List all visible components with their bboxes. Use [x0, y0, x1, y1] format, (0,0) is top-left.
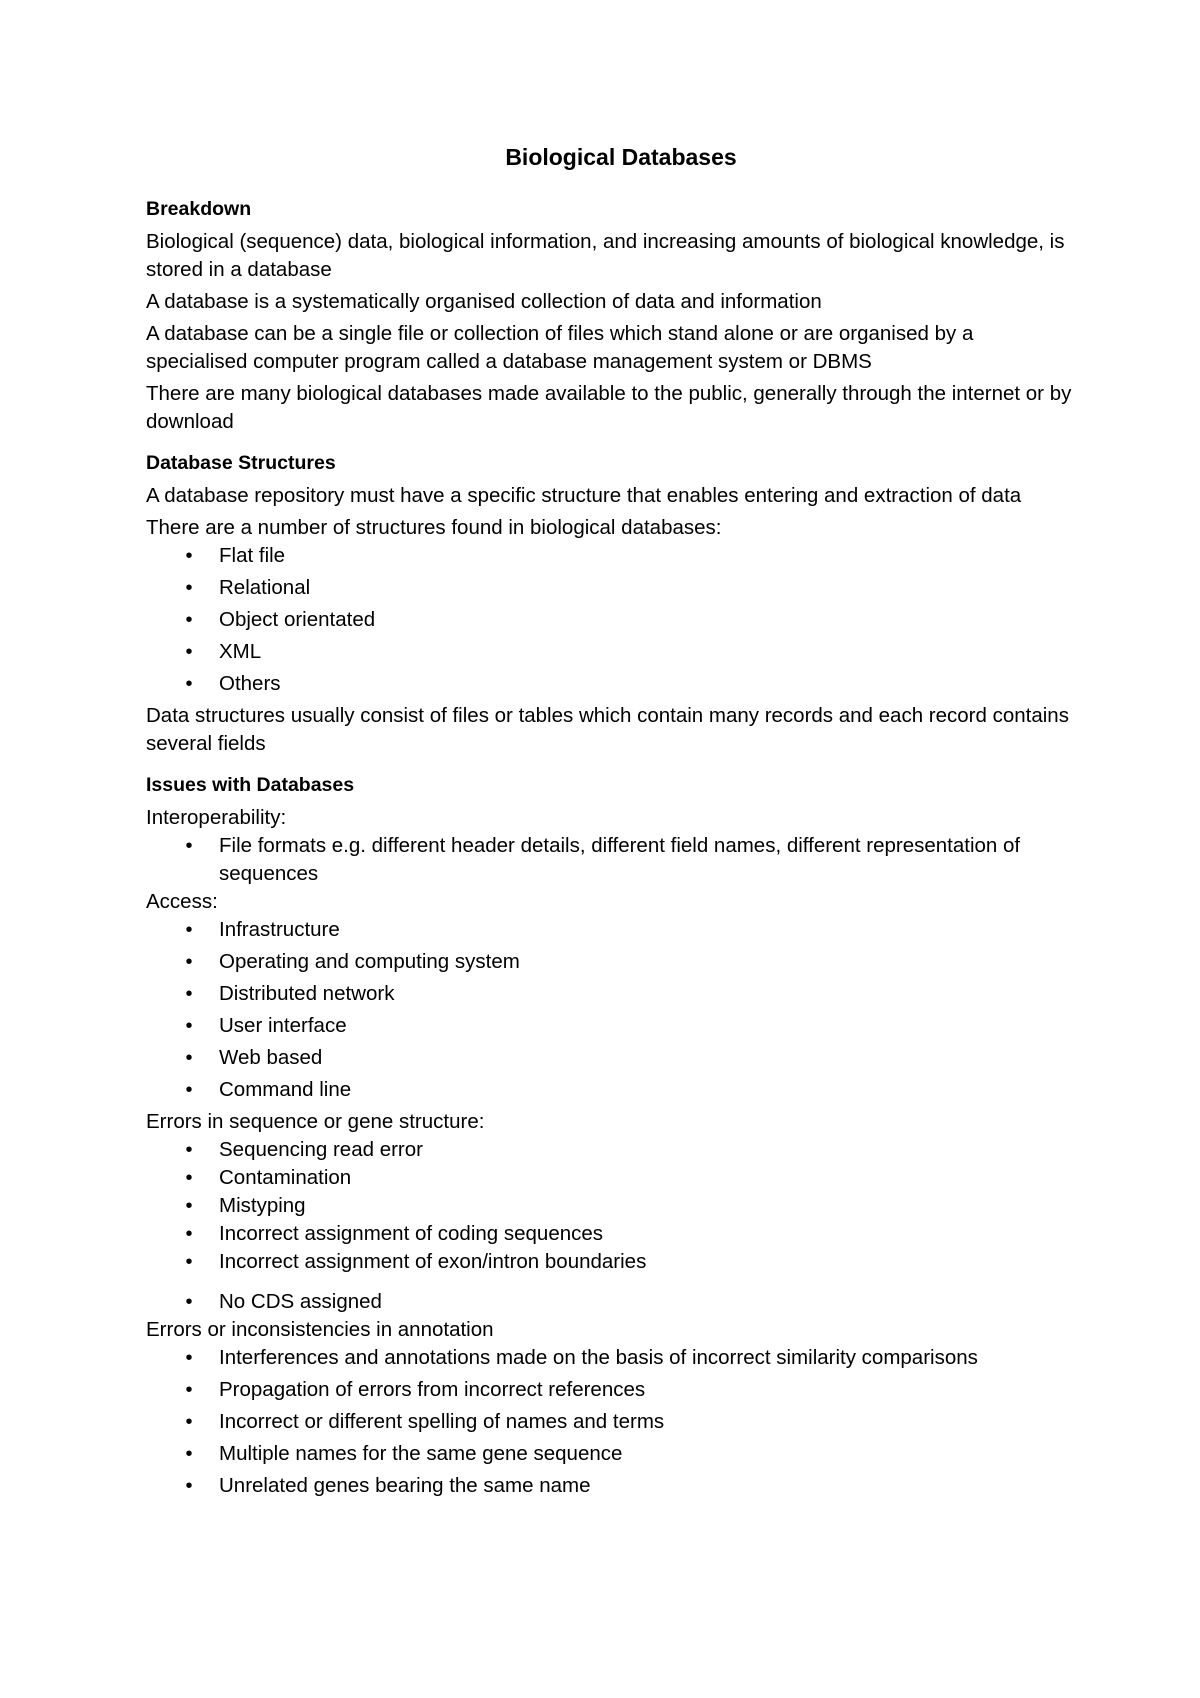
bullet-icon: • [185, 1443, 193, 1465]
list-item [146, 1344, 1076, 1372]
paragraph: Data structures usually consist of files or tables which contain many records and each record contains several fields [146, 704, 1069, 755]
list-item-text: Others [219, 672, 281, 695]
list-item [146, 1376, 1076, 1404]
bullet-icon: • [185, 983, 193, 1005]
document-page [146, 140, 1076, 1512]
paragraph: There are many biological databases made available to the public, generally through the internet or by download [146, 382, 1072, 433]
bullet-icon: • [185, 919, 193, 941]
bullet-list [146, 916, 1076, 1104]
list-item-text: Object orientated [219, 608, 376, 631]
list-item [146, 638, 1076, 666]
list-item-text: Unrelated genes bearing the same name [219, 1474, 591, 1497]
list-item [146, 948, 1076, 976]
bullet-icon: • [185, 1347, 193, 1369]
list-item [146, 980, 1076, 1008]
list-item [146, 1408, 1076, 1436]
subsection-label: Errors or inconsistencies in annotation [146, 1318, 494, 1341]
bullet-icon: • [185, 1291, 193, 1313]
bullet-icon: • [185, 1167, 193, 1189]
list-item [146, 1076, 1076, 1104]
list-item-text: User interface [219, 1014, 347, 1037]
bullet-icon: • [185, 835, 193, 857]
bullet-list [146, 542, 1076, 698]
list-item [146, 1220, 1076, 1248]
subsection-label: Errors in sequence or gene structure: [146, 1110, 485, 1133]
list-item [146, 1472, 1076, 1500]
bullet-icon: • [185, 1047, 193, 1069]
bullet-icon: • [185, 1079, 193, 1101]
list-item [146, 832, 1076, 888]
bullet-icon: • [185, 609, 193, 631]
list-item [146, 1288, 1076, 1316]
list-item-text: Relational [219, 576, 311, 599]
bullet-list [146, 1344, 1076, 1500]
section-breakdown [146, 194, 1076, 436]
bullet-icon: • [185, 545, 193, 567]
list-item [146, 916, 1076, 944]
list-item-text: Interferences and annotations made on the basis of incorrect similarity comparisons [219, 1346, 978, 1369]
bullet-list [146, 1136, 1076, 1276]
list-item [146, 670, 1076, 698]
list-item-text: Incorrect assignment of exon/intron boundaries [219, 1250, 647, 1273]
bullet-icon: • [185, 1015, 193, 1037]
list-item [146, 542, 1076, 570]
list-item [146, 1164, 1076, 1192]
list-item [146, 1440, 1076, 1468]
paragraph: There are a number of structures found in biological databases: [146, 516, 722, 539]
subsection-label: Interoperability: [146, 806, 287, 829]
section-heading: Database Structures [146, 452, 336, 474]
bullet-icon: • [185, 1251, 193, 1273]
paragraph: Biological (sequence) data, biological information, and increasing amounts of biological knowledge, is stored in a database [146, 230, 1065, 281]
paragraph: A database repository must have a specific structure that enables entering and extraction of data [146, 484, 1022, 507]
list-item-text: Operating and computing system [219, 950, 520, 973]
bullet-icon: • [185, 673, 193, 695]
bullet-icon: • [185, 641, 193, 663]
bullet-icon: • [185, 1139, 193, 1161]
list-item-text: No CDS assigned [219, 1290, 382, 1313]
section-structures [146, 448, 1076, 758]
bullet-list [146, 1288, 1076, 1316]
paragraph: A database is a systematically organised collection of data and information [146, 290, 822, 313]
document-title: Biological Databases [505, 144, 737, 170]
list-item-text: Incorrect assignment of coding sequences [219, 1222, 604, 1245]
bullet-icon: • [185, 577, 193, 599]
list-item-text: Sequencing read error [219, 1138, 423, 1161]
list-item-text: Incorrect or different spelling of names and terms [219, 1410, 665, 1433]
list-item-text: Command line [219, 1078, 352, 1101]
list-item [146, 606, 1076, 634]
list-item-text: Distributed network [219, 982, 395, 1005]
list-item-text: Multiple names for the same gene sequence [219, 1442, 623, 1465]
list-item-text: Contamination [219, 1166, 352, 1189]
bullet-icon: • [185, 1195, 193, 1217]
list-item-text: Propagation of errors from incorrect references [219, 1378, 646, 1401]
list-item [146, 1136, 1076, 1164]
list-item [146, 1044, 1076, 1072]
list-item-text: Flat file [219, 544, 286, 567]
subsection-label: Access: [146, 890, 218, 913]
list-item [146, 1192, 1076, 1220]
list-item-text: File formats e.g. different header details, different field names, different representation of sequences [219, 834, 1021, 885]
section-heading: Issues with Databases [146, 774, 355, 796]
bullet-icon: • [185, 1379, 193, 1401]
list-item-text: Mistyping [219, 1194, 306, 1217]
bullet-icon: • [185, 1475, 193, 1497]
paragraph: A database can be a single file or collection of files which stand alone or are organised by a specialised computer program called a database management system or DBMS [146, 322, 974, 373]
list-item [146, 1012, 1076, 1040]
bullet-icon: • [185, 1223, 193, 1245]
list-item-text: XML [219, 640, 262, 663]
section-issues [146, 770, 1076, 1500]
section-heading: Breakdown [146, 198, 252, 220]
bullet-list [146, 832, 1076, 888]
list-item-text: Web based [219, 1046, 323, 1069]
bullet-icon: • [185, 1411, 193, 1433]
list-item [146, 1248, 1076, 1276]
list-item-text: Infrastructure [219, 918, 340, 941]
list-item [146, 574, 1076, 602]
bullet-icon: • [185, 951, 193, 973]
